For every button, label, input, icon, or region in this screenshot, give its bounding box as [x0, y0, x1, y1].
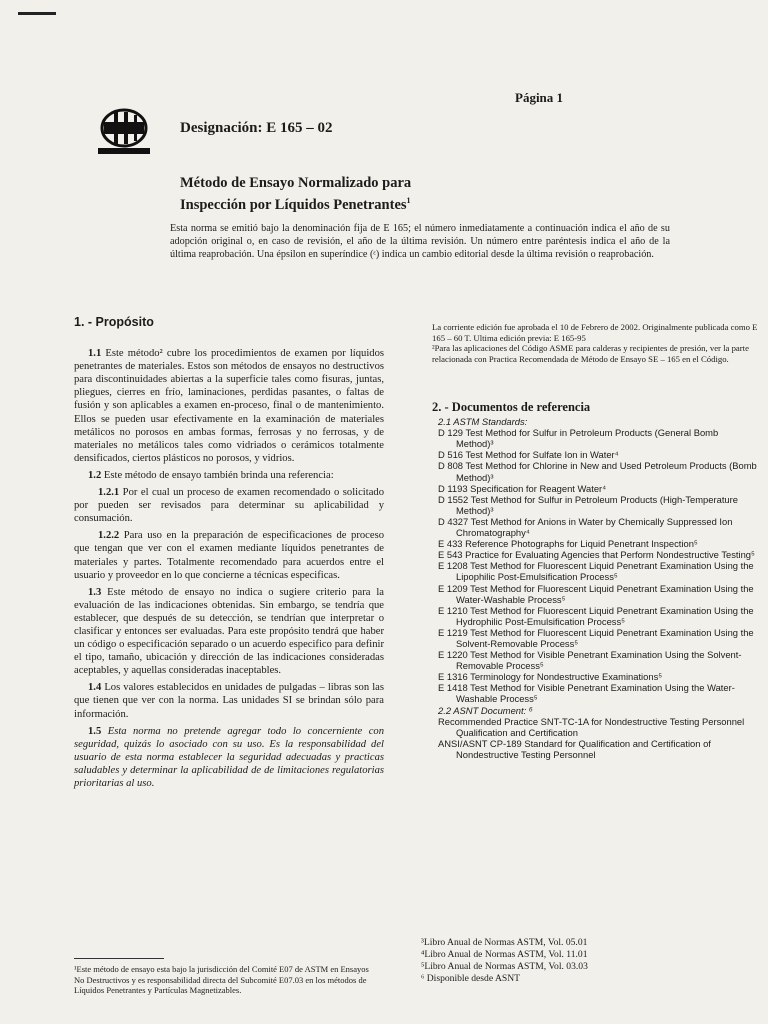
reference-code: E 1208 — [438, 560, 468, 572]
reference-title: Standard for Qualification and Certification of Nondestructive Testing Personnel — [456, 737, 711, 760]
paragraph: 1.2.1 Por el cual un proceso de examen recomendado o solicitado por pueden ser revisados para determinar su aplicabilidad y consumación. — [74, 487, 384, 525]
reference-title: Test Method for Fluorescent Liquid Penetrant Examination Using the Solvent-Removable Process⁵ — [456, 626, 754, 649]
asme-note: ²Para las aplicaciones del Código ASME para calderas y recipientes de presión, ver la parte relacionada con Practica Recomendada de Método de Ensayo SE – 165 en el Código. — [432, 343, 749, 364]
section-references — [432, 402, 757, 760]
reference-title: Test Method for Visible Penetrant Examination Using the Solvent-Removable Process⁵ — [456, 649, 742, 672]
reference-code: E 1316 — [438, 671, 468, 683]
reference-title: Test Method for Fluorescent Liquid Penetrant Examination Using the Water-Washable Process⁵ — [456, 582, 754, 605]
astm-logo-icon — [94, 106, 154, 160]
reference-item — [438, 738, 757, 760]
reference-title: Test Method for Sulfate Ion in Water⁴ — [465, 449, 619, 461]
reference-item — [438, 516, 757, 538]
reference-code: E 1219 — [438, 626, 468, 638]
section-purpose — [74, 316, 384, 794]
paragraph: 1.4 Los valores establecidos en unidades de pulgadas – libras son las que tienen que ver con la norma. Las unidades SI se brindan sólo para información. — [74, 682, 384, 720]
reference-item — [438, 627, 757, 649]
reference-title: Test Method for Sulfur in Petroleum Products (General Bomb Method)³ — [456, 427, 719, 450]
paragraph: 1.3 Este método de ensayo no indica o sugiere criterio para la evaluación de las indicaciones obtenidas. Sin embargo, se tendría que establecer, que después de su detección, se tendrían que interpretar o clasificar y entonces ser evaluadas. Para este propósito tendrá que haber un código o especificación separado o un acuerdo especifico para definir el tipo, tamaño, ubicación y dirección de las indicaciones consideradas aceptables, y aquellas consideradas inaceptables. — [74, 586, 384, 677]
footnote: ⁶ Disponible desde ASNT — [421, 973, 521, 984]
reference-item — [438, 538, 757, 549]
reference-title: Test Method for Anions in Water by Chemically Suppressed Ion Chromatography⁴ — [456, 515, 733, 539]
reference-code: E 1220 — [438, 649, 468, 661]
intro-note: Esta norma se emitió bajo la denominación fija de E 165; el número inmediatamente a continuación indica el año de su adopción original o, en caso de revisión, el año de la última revisión. Un número entre paréntesis indica el año de la última reaprobación. Una épsilon en superíndice (ᵋ) indica un cambio editorial desde la última revisión o reaprobación. — [170, 223, 670, 260]
reference-title: Practice for Evaluating Agencies that Perform Nondestructive Testing⁵ — [465, 549, 755, 561]
section-heading: 1. - Propósito — [74, 315, 154, 329]
reference-item — [438, 583, 757, 605]
reference-item — [438, 549, 757, 560]
reference-item — [438, 716, 757, 738]
scan-mark — [18, 12, 56, 15]
reference-item — [438, 460, 757, 482]
reference-code: Recommended Practice SNT-TC-1A — [438, 715, 589, 727]
reference-title: Test Method for Chlorine in New and Used Petroleum Products (Bomb Method)³ — [456, 460, 757, 483]
edition-note — [432, 322, 762, 364]
reference-code: E 1209 — [438, 582, 468, 594]
title-line-1: Método de Ensayo Normalizado para — [180, 175, 412, 191]
document-title — [180, 174, 500, 214]
reference-item — [438, 649, 757, 671]
footnote: ⁵Libro Anual de Normas ASTM, Vol. 03.03 — [421, 961, 588, 972]
reference-item — [438, 449, 757, 460]
astm-logo — [94, 106, 154, 160]
section-heading: 2. - Documentos de referencia — [432, 400, 591, 414]
footnote-1: ¹Este método de ensayo esta bajo la jurisdicción del Comité E07 de ASTM en Ensayos No Destructivos y es responsabilidad directa del Subcomité E07.03 en los métodos de Líquidos Penetrantes y Partículas Magnetizables. — [74, 964, 369, 995]
footnote: ⁴Libro Anual de Normas ASTM, Vol. 11.01 — [421, 949, 588, 960]
title-line-2: Inspección por Líquidos Penetrantes$^1$ — [180, 196, 411, 213]
asnt-reference-list — [432, 716, 757, 760]
reference-title: Specification for Reagent Water⁴ — [470, 482, 607, 494]
reference-code: D 129 — [438, 427, 464, 439]
reference-title: Test Method for Sulfur in Petroleum Products (High-Temperature Method)³ — [456, 493, 738, 516]
designation: Designación: E 165 – 02 — [180, 120, 333, 136]
paragraph: 1.1 Este método² cubre los procedimientos de examen por líquidos penetrantes de materiales. Estos son métodos de ensayos no destructivos para discontinuidades abiertas a la superficie tales como fisuras, juntas, pliegues, cierres en frío, laminaciones, perdidas pasantes, o faltas de fusión y son aplicables a examen en-proceso, final o de mantenimiento. Ellos se pueden usar efectivamente en la examinación de materiales metálicos no porosos en ambas formas, ferrosas y no ferrosas, y de materiales no metálicos tales como vidriados o cerámicos totalmente densificados, ciertos plásticos no porosos, y vidrios. — [74, 348, 385, 464]
paragraph: 1.2 Este método de ensayo también brinda una referencia: — [88, 469, 334, 481]
paragraph: 1.2.2 Para uso en la preparación de especificaciones de proceso que tengan que ver con el examen mediante líquidos penetrantes de materiales y partes. Totalmente recomendado para acuerdos entre el usuario y proveedor en lo que concierne a técnicas especificas. — [74, 530, 384, 581]
reference-item — [438, 671, 757, 682]
reference-title: for Nondestructive Testing Personnel Qualification and Certification — [456, 715, 745, 738]
reference-title: Terminology for Nondestructive Examinations⁵ — [470, 671, 663, 683]
reference-code: D 1552 — [438, 493, 469, 505]
reference-code: E 433 — [438, 538, 463, 550]
reference-item — [438, 494, 757, 516]
reference-code: D 516 — [438, 449, 464, 461]
reference-code: E 543 — [438, 549, 463, 561]
reference-item — [438, 560, 757, 582]
astm-subheading: 2.1 ASTM Standards: — [438, 416, 528, 428]
edition-line: La corriente edición fue aprobada el 10 de Febrero de 2002. Originalmente publicada como E 165 – 60 T. Ultima edición previa: E 165-95 — [432, 322, 758, 343]
astm-reference-list — [432, 427, 757, 704]
reference-code: E 1418 — [438, 682, 468, 694]
reference-item — [438, 682, 757, 704]
paragraph: 1.5 Esta norma no pretende agregar todo lo concerniente con seguridad, quizás lo asociado con su uso. Es la responsabilidad del usuario de esta norma establecer la seguridad adecuadas y practicas saludables y determinar la aplicabilidad de de limitaciones regulatorias prioritarias al uso. — [74, 725, 384, 789]
asnt-subheading: 2.2 ASNT Document: ⁶ — [438, 704, 533, 716]
reference-title: Test Method for Fluorescent Liquid Penetrant Examination Using the Lipophilic Post-Emulsification Process⁵ — [456, 560, 754, 583]
footnote-rule — [74, 958, 164, 959]
reference-title: Reference Photographs for Liquid Penetrant Inspection⁵ — [465, 538, 698, 550]
reference-code: D 808 — [438, 460, 464, 472]
reference-item — [438, 427, 757, 449]
reference-code: ANSI/ASNT CP-189 — [438, 737, 522, 749]
page-number: Página 1 — [515, 90, 564, 105]
reference-item — [438, 605, 757, 627]
footnote: ³Libro Anual de Normas ASTM, Vol. 05.01 — [421, 937, 588, 948]
reference-title: Test Method for Fluorescent Liquid Penetrant Examination Using the Hydrophilic Post-Emulsification Process⁵ — [456, 604, 754, 627]
reference-code: D 4327 — [438, 515, 469, 527]
footnotes-right — [421, 937, 721, 985]
reference-code: D 1193 — [438, 482, 468, 494]
reference-item — [438, 483, 757, 494]
reference-code: E 1210 — [438, 604, 468, 616]
reference-title: Test Method for Visible Penetrant Examination Using the Water-Washable Process⁵ — [456, 682, 735, 705]
